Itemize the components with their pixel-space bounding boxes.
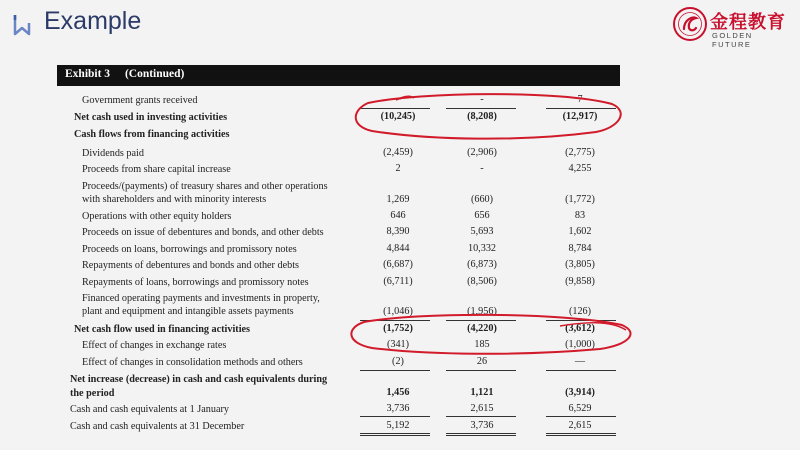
row-value-col2: 2,615 <box>470 403 494 414</box>
row-label: Financed operating payments and investments in property, <box>82 293 320 304</box>
row-label: Cash and cash equivalents at 31 December <box>70 421 245 432</box>
row-value-col3: (1,772) <box>565 194 595 205</box>
row-value-col1: 8,390 <box>386 226 410 237</box>
subtotal-rule <box>446 370 516 371</box>
subtotal-rule <box>446 320 516 321</box>
row-value-col2: (1,956) <box>467 306 497 317</box>
row-value-col2: (660) <box>470 194 494 205</box>
row-value-col2: (4,220) <box>467 323 497 334</box>
row-value-col2: 3,736 <box>470 420 494 431</box>
exhibit-subtitle: (Continued) <box>124 68 185 80</box>
row-value-col3: (1,000) <box>565 339 595 350</box>
subtotal-rule <box>360 370 430 371</box>
row-value-col1: (10,245) <box>380 111 416 122</box>
total-double-rule <box>546 433 616 436</box>
row-label: Government grants received <box>82 95 198 106</box>
row-value-col2: 10,332 <box>467 243 496 254</box>
row-label: Repayments of debentures and bonds and other debts <box>82 260 299 271</box>
row-value-col2: 1,121 <box>470 387 494 398</box>
row-label: Net increase (decrease) in cash and cash equivalents during <box>70 374 328 385</box>
logo-english-name: GOLDEN FUTURE <box>712 31 753 49</box>
section-heading: Cash flows from financing activities <box>74 129 230 140</box>
row-value-col3: 1,602 <box>568 226 592 237</box>
subtotal-rule <box>546 320 616 321</box>
row-value-col1: (1,046) <box>383 306 413 317</box>
row-label: Proceeds on issue of debentures and bonds, and other debts <box>82 227 324 238</box>
row-value-col3: 6,529 <box>568 403 592 414</box>
row-value-col1: (6,687) <box>383 259 413 270</box>
row-value-col2: - <box>480 163 484 174</box>
row-value-col3: 2,615 <box>568 420 592 431</box>
slide-title: Example <box>44 7 142 35</box>
row-value-col1: 4,844 <box>386 243 410 254</box>
row-value-col3: (3,914) <box>565 387 595 398</box>
subtotal-rule <box>446 416 516 417</box>
row-label: Proceeds/(payments) of treasury shares and other operations <box>82 181 328 192</box>
row-value-col3: 4,255 <box>568 163 592 174</box>
row-value-col1: – <box>395 94 401 105</box>
subtotal-rule <box>360 320 430 321</box>
row-value-col1: 3,736 <box>386 403 410 414</box>
total-double-rule <box>360 433 430 436</box>
row-value-col3: 7 <box>577 94 583 105</box>
row-value-col3: (3,612) <box>565 323 595 334</box>
row-value-col3: — <box>574 356 586 367</box>
subtotal-rule <box>360 416 430 417</box>
row-label: Cash and cash equivalents at 1 January <box>70 404 229 415</box>
row-value-col2: 185 <box>474 339 490 350</box>
row-value-col1: (2,459) <box>383 147 413 158</box>
row-value-col3: (2,775) <box>565 147 595 158</box>
row-value-col2: (8,208) <box>467 111 497 122</box>
row-value-col1: (1,752) <box>383 323 413 334</box>
row-value-col3: (9,858) <box>565 276 595 287</box>
row-value-col2: - <box>480 94 484 105</box>
row-value-col3: 83 <box>574 210 586 221</box>
row-label: Dividends paid <box>82 148 144 159</box>
row-value-col3: 8,784 <box>568 243 592 254</box>
row-value-col1: 5,192 <box>386 420 410 431</box>
row-value-col1: (341) <box>386 339 410 350</box>
row-value-col2: 26 <box>476 356 488 367</box>
row-value-col1: 646 <box>390 210 406 221</box>
row-label-continued: plant and equipment and intangible assets payments <box>82 306 294 317</box>
row-value-col3: (126) <box>568 306 592 317</box>
row-value-col1: 1,269 <box>386 194 410 205</box>
row-value-col3: (12,917) <box>562 111 598 122</box>
row-value-col2: (2,906) <box>467 147 497 158</box>
row-value-col2: (8,506) <box>467 276 497 287</box>
row-value-col2: (6,873) <box>467 259 497 270</box>
row-label-continued: with shareholders and with minority interests <box>82 194 267 205</box>
row-label: Net cash flow used in financing activities <box>74 324 251 335</box>
logo-chinese-name: 金程教育 <box>710 12 786 33</box>
row-value-col1: 1,456 <box>386 387 410 398</box>
row-value-col1: 2 <box>395 163 401 174</box>
row-label: Operations with other equity holders <box>82 211 232 222</box>
subtotal-rule <box>360 108 430 109</box>
row-label: Proceeds from share capital increase <box>82 164 231 175</box>
row-label: Effect of changes in consolidation methods and others <box>82 357 303 368</box>
row-label: Effect of changes in exchange rates <box>82 340 227 351</box>
total-double-rule <box>446 433 516 436</box>
row-value-col2: 5,693 <box>470 226 494 237</box>
row-label: Repayments of loans, borrowings and promissory notes <box>82 277 309 288</box>
exhibit-number: Exhibit 3 <box>65 68 111 80</box>
subtotal-rule <box>546 416 616 417</box>
row-label: Proceeds on loans, borrowings and promissory notes <box>82 244 297 255</box>
row-label-continued: the period <box>70 388 115 399</box>
row-label: Net cash used in investing activities <box>74 112 228 123</box>
row-value-col3: (3,805) <box>565 259 595 270</box>
subtotal-rule <box>446 108 516 109</box>
subtotal-rule <box>546 108 616 109</box>
row-value-col1: (6,711) <box>383 276 413 287</box>
row-value-col1: (2) <box>392 356 404 367</box>
subtotal-rule <box>546 370 616 371</box>
row-value-col2: 656 <box>474 210 490 221</box>
